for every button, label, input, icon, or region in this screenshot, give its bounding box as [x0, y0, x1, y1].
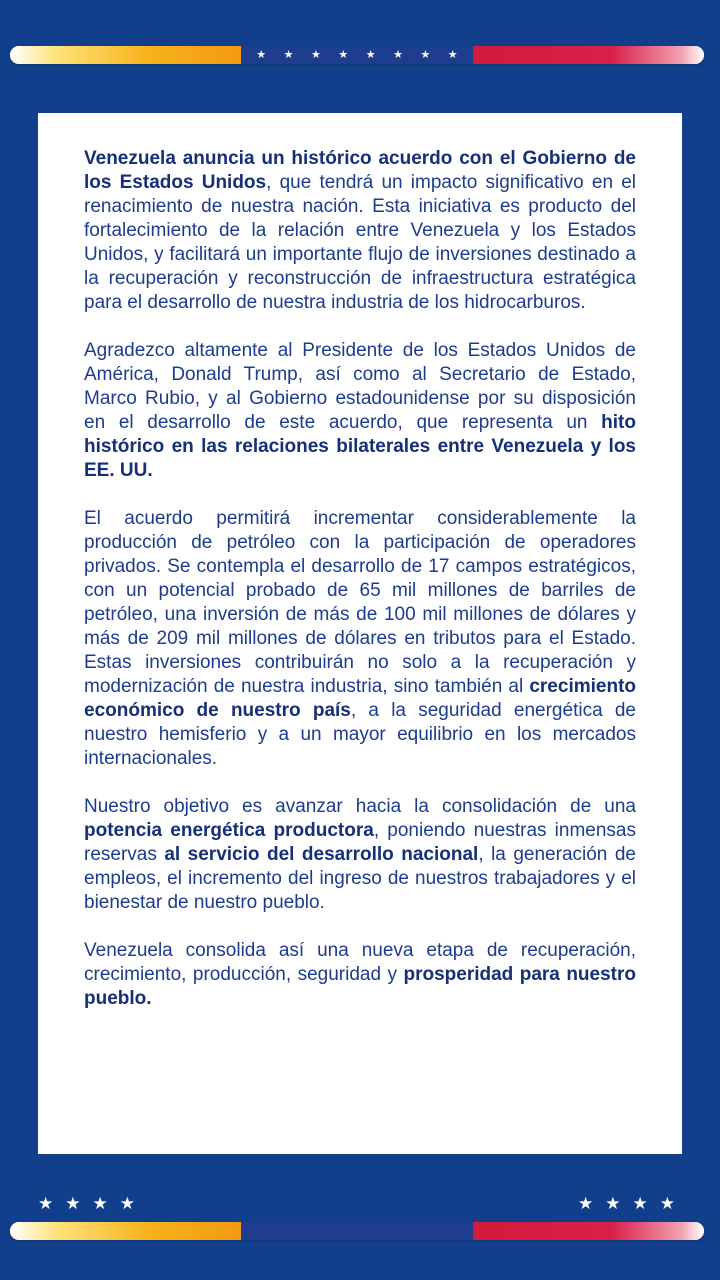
paragraph-3 [84, 507, 636, 771]
emphasis-text: Venezuela anuncia un histórico acuerdo con el Gobierno de los Estados Unidos [84, 148, 636, 193]
emphasis-text: hito histórico en las relaciones bilaterales entre Venezuela y los EE. UU. [84, 412, 636, 481]
flag-yellow-stripe [10, 46, 241, 64]
emphasis-text: al servicio del desarrollo nacional [164, 844, 479, 865]
flag-bar-top [10, 46, 704, 64]
emphasis-text: crecimiento económico de nuestro país [84, 676, 636, 721]
body-text: El acuerdo permitirá incrementar considerablemente la producción de petróleo con la participación de operadores privados. Se contempla el desarrollo de 17 campos estratégicos, con un potencial probado de 65 mil millones de barriles de petróleo, una inversión de más de 100 mil millones de dólares y más de 209 mil millones de dólares en tributos para el Estado. Estas inversiones contribuirán no solo a la recuperación y modernización de nuestra industria, sino también al [84, 508, 636, 697]
body-text: , la generación de empleos, el incremento del ingreso de nuestros trabajadores y el bienestar de nuestro pueblo. [84, 844, 636, 913]
flag-blue-stripe [241, 1222, 472, 1240]
statement-text [84, 147, 636, 1035]
body-text: Venezuela consolida así una nueva etapa de recuperación, crecimiento, producción, seguridad y [84, 940, 636, 985]
paragraph-2 [84, 339, 636, 483]
stars-right-decoration: ★★★★ [578, 1194, 687, 1214]
body-text: , poniendo nuestras inmensas reservas [84, 820, 636, 865]
flag-red-stripe [473, 46, 704, 64]
body-text: Agradezco altamente al Presidente de los Estados Unidos de América, Donald Trump, así como al Secretario de Estado, Marco Rubio, y al Gobierno estadounidense por su disposición en el desarrollo de este acuerdo, que representa un [84, 340, 636, 433]
paragraph-4 [84, 795, 636, 915]
emphasis-text: prosperidad para nuestro pueblo. [84, 964, 637, 1009]
body-text: , a la seguridad energética de nuestro hemisferio y a un mayor equilibrio en los mercados internacionales. [84, 700, 636, 769]
flag-stars: ★ ★ ★ ★ ★ ★ ★ ★ [256, 48, 465, 61]
flag-red-stripe [473, 1222, 704, 1240]
stars-left-decoration: ★★★★ [38, 1194, 147, 1214]
paragraph-1 [84, 147, 636, 315]
flag-blue-stripe [241, 46, 472, 64]
emphasis-text: potencia energética productora [84, 820, 374, 841]
body-text: Nuestro objetivo es avanzar hacia la consolidación de una [84, 796, 636, 817]
body-text: , que tendrá un impacto significativo en el renacimiento de nuestra nación. Esta iniciativa es producto del fortalecimiento de la relación entre Venezuela y los Estados Unidos, y facilitará un importante flujo de inversiones destinado a la recuperación y reconstrucción de infraestructura estratégica para el desarrollo de nuestra industria de los hidrocarburos. [84, 172, 636, 313]
paragraph-5 [84, 939, 636, 1011]
flag-bar-bottom [10, 1222, 704, 1240]
statement-card [38, 113, 682, 1154]
flag-yellow-stripe [10, 1222, 241, 1240]
